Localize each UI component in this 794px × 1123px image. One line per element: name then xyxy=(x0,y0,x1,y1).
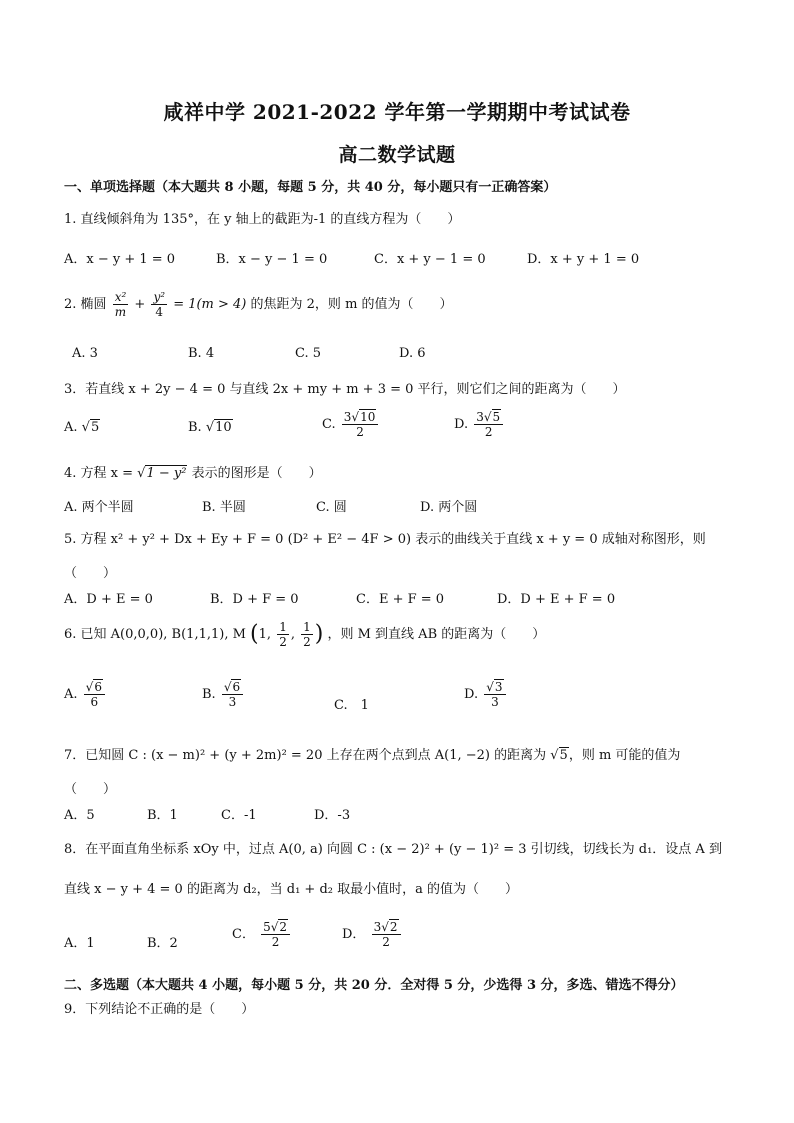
fraction-y2-over-4: $\frac{\text{y²}}{4}$ xyxy=(153,290,166,319)
question-8-line-1: 8．在平面直角坐标系 xOy 中，过点 A(0, a) 向圆 C : (x − 2)² + (y − 1)² = 3 引切线，切线长为 d₁．设点 A 到 xyxy=(64,842,722,857)
question-3-option-d: D. $\frac{3√5}{2}$ xyxy=(454,410,505,439)
question-3-option-a: A. √5 xyxy=(64,420,100,435)
question-1-option-c: C．x + y − 1 = 0 xyxy=(374,252,486,267)
question-8-option-d: D． $\frac{3√2}{2}$ xyxy=(342,920,403,949)
question-4-option-b: B. 半圆 xyxy=(202,500,246,515)
question-1-option-b: B．x − y − 1 = 0 xyxy=(216,252,328,267)
question-5-option-a: A．D + E = 0 xyxy=(64,592,153,607)
question-5-option-d: D．D + E + F = 0 xyxy=(497,592,616,607)
question-7-stem: 7．已知圆 C : (x − m)² + (y + 2m)² = 20 上存在两个点到点 A(1, −2) 的距离为 √5，则 m 可能的值为 xyxy=(64,748,681,763)
question-9-stem: 9．下列结论不正确的是（ ） xyxy=(64,1002,255,1017)
question-3-option-b: B. √10 xyxy=(188,420,232,435)
sqrt-one-minus-y2: √1 − y² xyxy=(137,466,187,481)
sqrt-5: √5 xyxy=(550,748,568,763)
exam-title: 咸祥中学 2021-2022 学年第一学期期中考试试卷 xyxy=(163,100,631,124)
question-2-option-b: B. 4 xyxy=(188,346,215,361)
question-4-option-c: C. 圆 xyxy=(316,500,347,515)
question-3-stem: 3．若直线 x + 2y − 4 = 0 与直线 2x + my + m + 3 = 0 平行，则它们之间的距离为（ ） xyxy=(64,382,626,397)
question-2-option-c: C. 5 xyxy=(295,346,322,361)
question-8-option-c: C． $\frac{5√2}{2}$ xyxy=(232,920,292,949)
fraction-x2-over-m: $\frac{\text{x²}}{m}$ xyxy=(114,290,127,319)
question-2-suffix: 的焦距为 2，则 m 的值为（ ） xyxy=(250,297,453,312)
question-1-option-a: A．x − y + 1 = 0 xyxy=(64,252,176,267)
section-heading-multiple-choice: 二、多选题（本大题共 4 小题，每小题 5 分，共 20 分．全对得 5 分，少选得 3 分，多选、错选不得分） xyxy=(64,978,684,993)
question-4-option-a: A. 两个半圆 xyxy=(64,500,134,515)
question-8-option-a: A．1 xyxy=(64,936,95,951)
question-1-stem: 1. 直线倾斜角为 135°，在 y 轴上的截距为-1 的直线方程为（ ） xyxy=(64,212,461,227)
question-4-option-d: D. 两个圆 xyxy=(420,500,478,515)
question-2-option-a: A. 3 xyxy=(72,346,98,361)
question-2-stem: 2. 椭圆 $\frac{\text{x²}}{m}$ + $\frac{\text{y²}}{4}$ = 1(m > 4) 的焦距为 2，则 m 的值为（ ） xyxy=(64,290,453,319)
question-5-paren: （ ） xyxy=(64,566,117,581)
exam-subtitle: 高二数学试题 xyxy=(338,144,456,166)
question-2-option-d: D. 6 xyxy=(399,346,426,361)
sqrt-10: √10 xyxy=(205,420,232,435)
section-heading-single-choice: 一、单项选择题（本大题共 8 小题，每题 5 分，共 40 分，每小题只有一正确答案） xyxy=(64,180,557,195)
question-7-option-b: B．1 xyxy=(147,808,178,823)
question-2-prefix: 2. 椭圆 xyxy=(64,297,107,312)
sqrt-5: √5 xyxy=(81,420,100,435)
question-5-option-b: B．D + F = 0 xyxy=(210,592,299,607)
question-6-option-c: C. 1 xyxy=(334,698,369,713)
question-7-option-a: A．5 xyxy=(64,808,95,823)
question-7-option-d: D．-3 xyxy=(314,808,351,823)
question-6-option-a: A. $\frac{√6}{6}$ xyxy=(64,680,107,709)
question-6-option-b: B. $\frac{√6}{3}$ xyxy=(202,680,245,709)
question-6-option-d: D. $\frac{√3}{3}$ xyxy=(464,680,508,709)
question-5-stem: 5. 方程 x² + y² + Dx + Ey + F = 0 (D² + E² − 4F > 0) 表示的曲线关于直线 x + y = 0 成轴对称图形，则 xyxy=(64,532,706,547)
question-7-option-c: C．-1 xyxy=(221,808,257,823)
question-7-paren: （ ） xyxy=(64,782,117,797)
question-8-line-2: 直线 x − y + 4 = 0 的距离为 d₂，当 d₁ + d₂ 取最小值时，a 的值为（ ） xyxy=(64,882,518,897)
question-3-option-c: C. $\frac{3√10}{2}$ xyxy=(322,410,380,439)
question-4-stem: 4. 方程 x = √1 − y² 表示的图形是（ ） xyxy=(64,466,322,481)
question-5-option-c: C．E + F = 0 xyxy=(356,592,445,607)
question-8-option-b: B．2 xyxy=(147,936,178,951)
question-1-option-d: D．x + y + 1 = 0 xyxy=(527,252,640,267)
question-6-stem: 6. 已知 A(0,0,0), B(1,1,1), M (1, $\frac{1}{2}$ , $\frac{1}{2}$ ) ，则 M 到直线 AB 的距离为（ ） xyxy=(64,620,546,649)
